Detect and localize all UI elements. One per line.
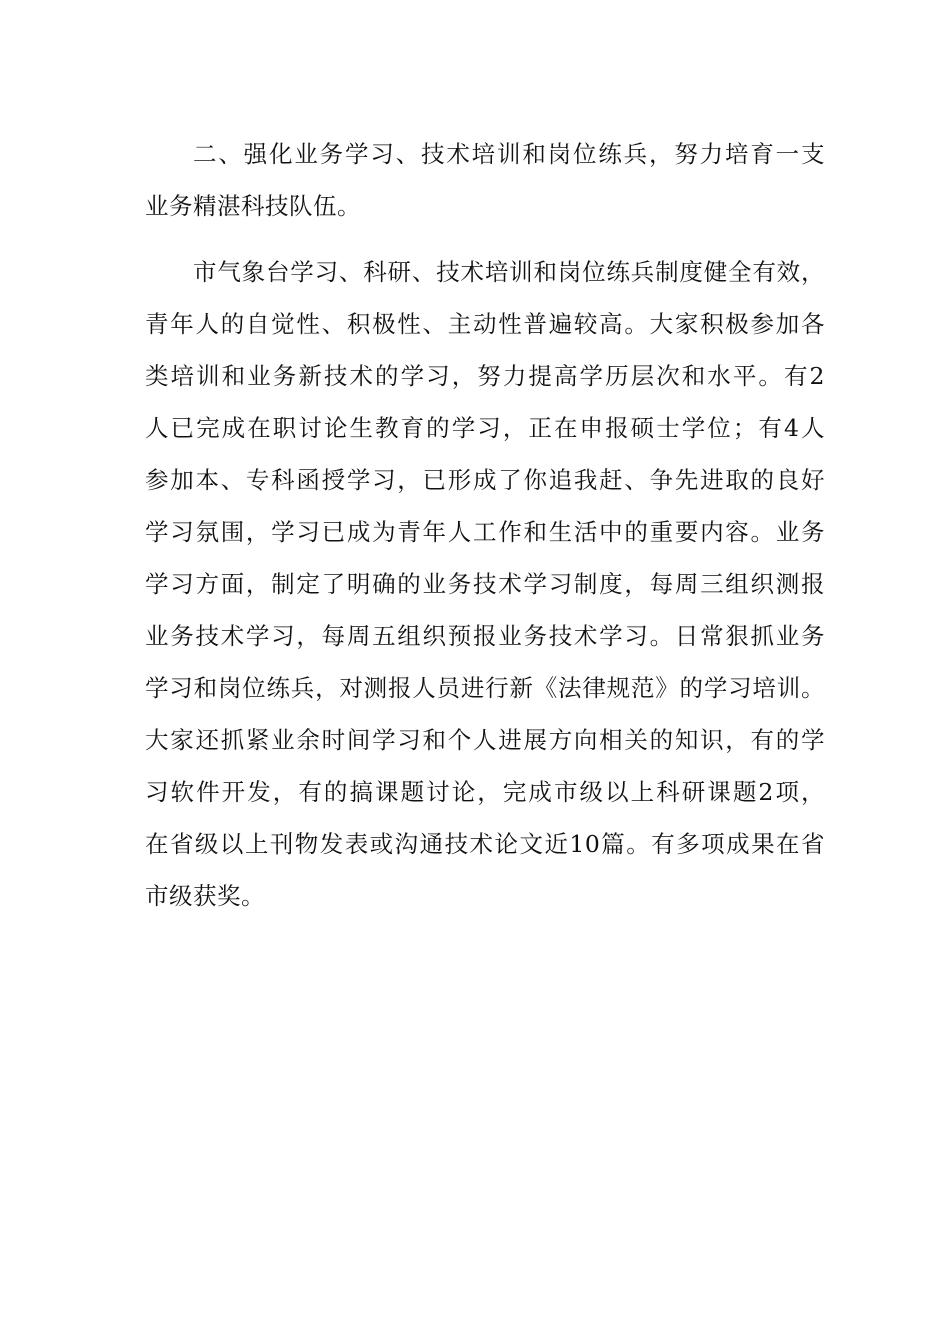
paragraph-line: 业务技术学习，每周五组织预报业务技术学习。日常狠抓业务 xyxy=(145,622,825,650)
paragraph-line: 市级获奖。 xyxy=(145,882,265,910)
paragraph-line: 学习和岗位练兵，对测报人员进行新《法律规范》的学习培训。 xyxy=(145,674,825,702)
paragraph-line: 学习方面，制定了明确的业务技术学习制度，每周三组织测报 xyxy=(145,570,825,598)
paragraph-line: 大家还抓紧业余时间学习和个人进展方向相关的知识，有的学 xyxy=(145,726,825,754)
paragraph-line: 在省级以上刊物发表或沟通技术论文近10篇。有多项成果在省 xyxy=(145,830,825,858)
paragraph-line: 参加本、专科函授学习，已形成了你追我赶、争先进取的良好 xyxy=(145,466,825,494)
paragraph-line: 青年人的自觉性、积极性、主动性普遍较高。大家积极参加各 xyxy=(145,310,825,338)
paragraph-line: 二、强化业务学习、技术培训和岗位练兵，努力培育一支 xyxy=(193,140,825,168)
paragraph-gap xyxy=(145,232,825,246)
paragraph-line: 市气象台学习、科研、技术培训和岗位练兵制度健全有效， xyxy=(193,258,825,286)
paragraph-body xyxy=(145,246,825,922)
paragraph-line: 业务精湛科技队伍。 xyxy=(145,192,361,220)
paragraph-heading xyxy=(145,128,825,232)
document-body xyxy=(145,128,825,922)
paragraph-line: 人已完成在职讨论生教育的学习，正在申报硕士学位；有4人 xyxy=(145,414,825,442)
paragraph-line: 习软件开发，有的搞课题讨论，完成市级以上科研课题2项， xyxy=(145,778,825,806)
paragraph-line: 类培训和业务新技术的学习，努力提高学历层次和水平。有2 xyxy=(145,362,825,390)
paragraph-line: 学习氛围，学习已成为青年人工作和生活中的重要内容。业务 xyxy=(145,518,825,546)
